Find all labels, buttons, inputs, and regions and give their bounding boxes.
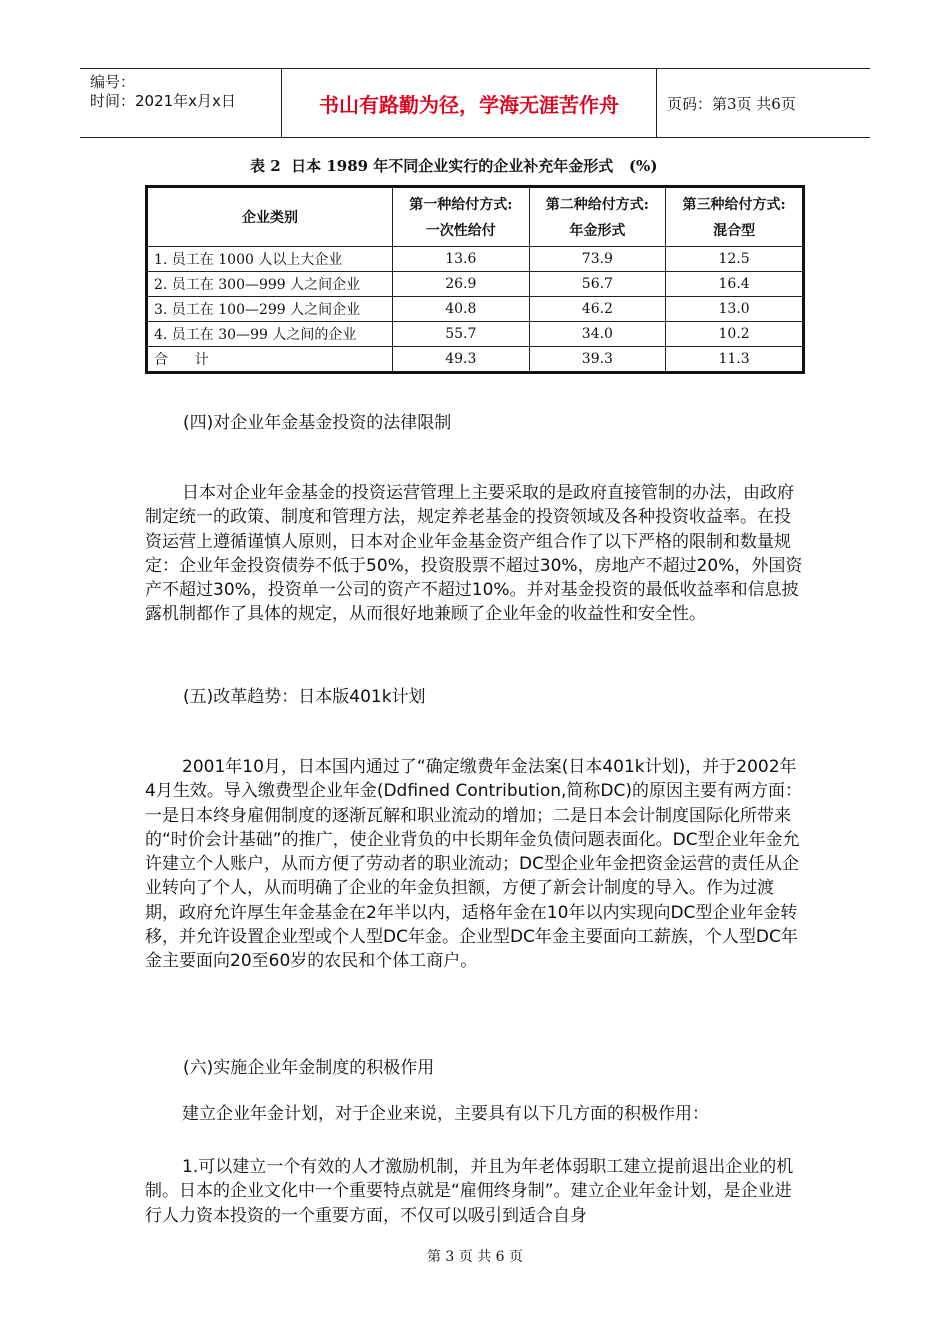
row-category: 4. 员工在 30—99 人之间的企业 [147,322,393,347]
table-title: 表 2 日本 1989 年不同企业实行的企业补充年金形式 (%) [250,157,658,175]
table-row [147,322,804,347]
column-header-label: 第三种给付方式: [682,197,786,213]
table-row [147,272,804,297]
column-header-mixed [666,187,804,247]
row-value: 49.3 [393,347,530,373]
row-value: 11.3 [666,347,804,373]
section4-heading: (四)对企业年金基金投资的法律限制 [183,413,452,433]
section5-heading: (五)改革趋势：日本版401k计划 [183,687,426,707]
section5-body: 2001年10月，日本国内通过了“确定缴费年金法案(日本401k计划)，并于2002年4月生效。导入缴费型企业年金(Ddfined Contribution,简称DC)的原因主要有两方面：一是日本终身雇佣制度的逐渐瓦解和职业流动的增加；二是日本会计制度国际化所带来的“时价会计基础”的推广，使企业背负的中长期年金负债问题表面化。DC型企业年金允许建立个人账户，从而方便了劳动者的职业流动；DC型企业年金把资金运营的责任从企业转向了个人，从而明确了企业的年金负担额，方便了新会计制度的导入。作为过渡期，政府允许厚生年金基金在2年半以内，适格年金在10年以内实现向DC型企业年金转移，并允许设置企业型或个人型DC年金。企业型DC年金主要面向工薪族，个人型DC年金主要面向20至60岁的农民和个体工商户。 [145,757,803,972]
document-date-label: 时间：2021年x月x日 [90,92,236,110]
row-category: 3. 员工在 100—299 人之间企业 [147,297,393,322]
row-value: 13.0 [666,297,804,322]
row-value: 39.3 [529,347,666,373]
page-header [80,68,870,138]
table-header-row [147,187,804,247]
table-row [147,297,804,322]
table-row [147,247,804,272]
section6-heading: (六)实施企业年金制度的积极作用 [183,1058,435,1078]
section4-body: 日本对企业年金基金的投资运营管理上主要采取的是政府直接管制的办法，由政府制定统一的政策、制度和管理方法，规定养老基金的投资领域及各种投资收益率。在投资运营上遵循谨慎人原则，日本对企业年金基金资产组合作了以下严格的限制和数量规定：企业年金投资债券不低于50%，投资股票不超过30%，房地产不超过20%，外国资产不超过30%，投资单一公司的资产不超过10%。并对基金投资的最低收益率和信息披露机制都作了具体的规定，从而很好地兼顾了企业年金的收益性和安全性。 [145,483,803,625]
row-value: 16.4 [666,272,804,297]
row-value: 12.5 [666,247,804,272]
section6-intro: 建立企业年金计划，对于企业来说，主要具有以下几方面的积极作用： [182,1104,709,1124]
row-value: 13.6 [393,247,530,272]
document-number-label: 编号： [90,73,136,91]
row-category: 1. 员工在 1000 人以上大企业 [147,247,393,272]
row-value: 56.7 [529,272,666,297]
row-value: 55.7 [393,322,530,347]
row-category: 合 计 [147,347,393,373]
column-header-category [147,187,393,247]
header-motto: 书山有路勤为径，学海无涯苦作舟 [282,69,657,137]
column-header-sublabel: 混合型 [713,223,756,239]
column-header-annuity [529,187,666,247]
row-value: 26.9 [393,272,530,297]
row-value: 34.0 [529,322,666,347]
header-meta [80,69,282,137]
table-total-row [147,347,804,373]
row-value: 40.8 [393,297,530,322]
column-header-label: 第二种给付方式: [545,197,649,213]
pension-form-table [145,185,805,374]
column-header-sublabel: 年金形式 [569,223,626,239]
column-header-label: 第一种给付方式: [409,197,513,213]
column-header-lump-sum [393,187,530,247]
header-page-label: 页码：第3页 共6页 [667,94,796,113]
row-value: 73.9 [529,247,666,272]
row-category: 2. 员工在 300—999 人之间企业 [147,272,393,297]
row-value: 10.2 [666,322,804,347]
section6-point1: 1.可以建立一个有效的人才激励机制，并且为年老体弱职工建立提前退出企业的机制。日本的企业文化中一个重要特点就是“雇佣终身制”。建立企业年金计划，是企业进行人力资本投资的一个重要方面，不仅可以吸引到适合自身 [145,1157,794,1226]
column-header-label: 企业类别 [242,210,298,226]
page-footer: 第 3 页 共 6 页 [426,1249,524,1265]
column-header-sublabel: 一次性给付 [425,223,496,239]
row-value: 46.2 [529,297,666,322]
